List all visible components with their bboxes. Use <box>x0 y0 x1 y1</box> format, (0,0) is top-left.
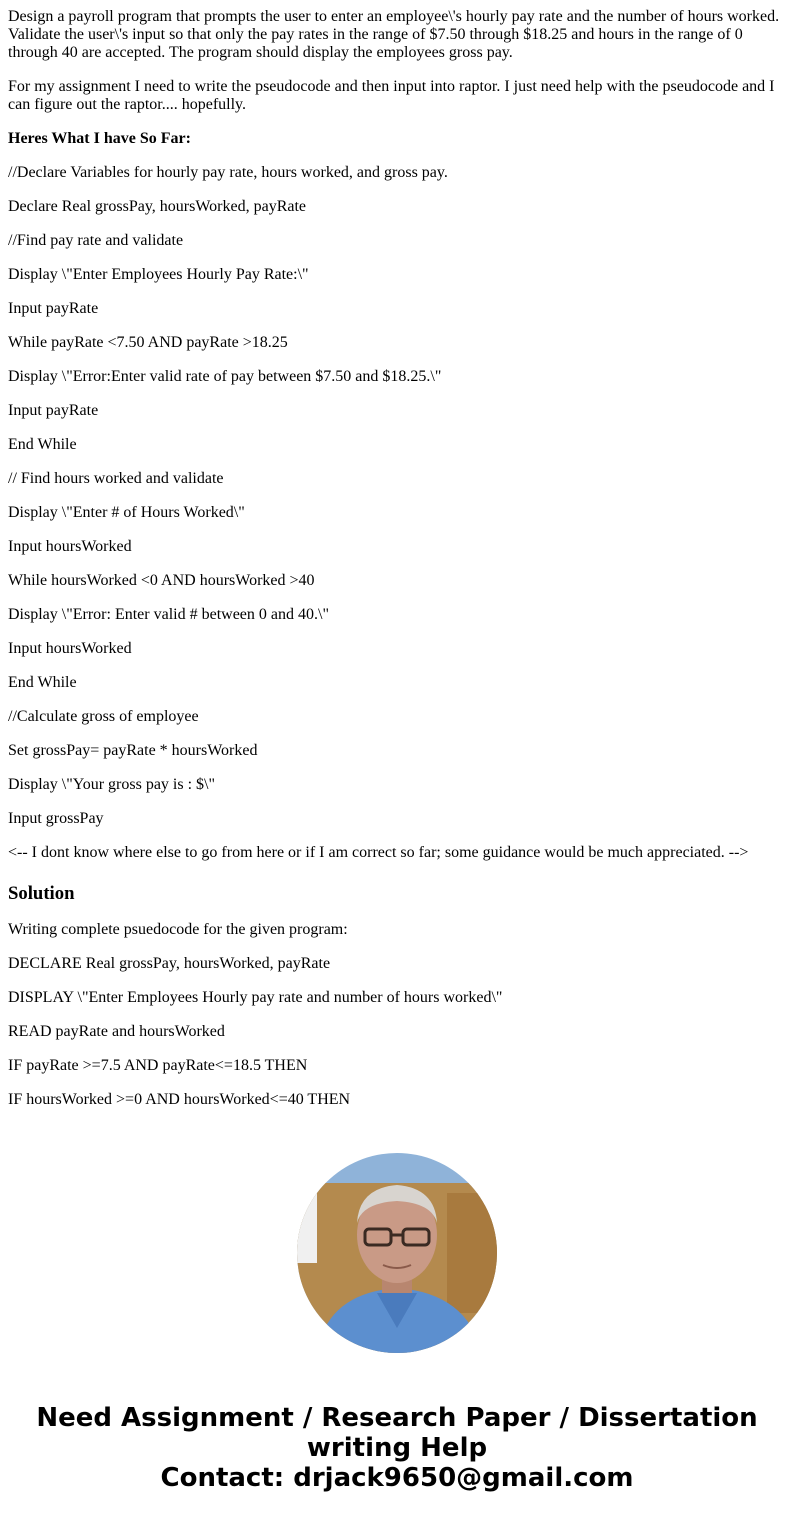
solution-heading: Solution <box>8 883 75 904</box>
person-photo-icon <box>297 1153 497 1353</box>
pseudocode-line: Display \"Error:Enter valid rate of pay between $7.50 and $18.25.\" <box>8 368 442 385</box>
pseudocode-line: //Find pay rate and validate <box>8 232 184 249</box>
solution-line: READ payRate and hoursWorked <box>8 1023 225 1040</box>
pseudocode-line: Declare Real grossPay, hoursWorked, payRate <box>8 198 307 215</box>
pseudocode-line: Display \"Your gross pay is : $\" <box>8 776 216 793</box>
promo-line-1: Need Assignment / Research Paper / Dissertation <box>36 1403 758 1433</box>
guidance-request-line: <-- I dont know where else to go from here or if I am correct so far; some guidance would be much appreciated. --> <box>8 844 749 861</box>
solution-line: DISPLAY \"Enter Employees Hourly pay rate and number of hours worked\" <box>8 989 503 1006</box>
pseudocode-line: Set grossPay= payRate * hoursWorked <box>8 742 258 759</box>
solution-line: Writing complete psuedocode for the given program: <box>8 921 348 938</box>
promo-line-2: writing Help <box>306 1433 488 1463</box>
pseudocode-line: Input hoursWorked <box>8 538 132 555</box>
contact-line: Contact: drjack9650@gmail.com <box>160 1463 634 1493</box>
avatar <box>297 1153 497 1353</box>
pseudocode-line: End While <box>8 674 77 691</box>
pseudocode-line: Input grossPay <box>8 810 104 827</box>
pseudocode-line: Input payRate <box>8 402 99 419</box>
pseudocode-line: End While <box>8 436 77 453</box>
pseudocode-line: While hoursWorked <0 AND hoursWorked >40 <box>8 572 315 589</box>
solution-line: IF hoursWorked >=0 AND hoursWorked<=40 THEN <box>8 1091 351 1108</box>
solution-line: DECLARE Real grossPay, hoursWorked, payRate <box>8 955 331 972</box>
pseudocode-line: // Find hours worked and validate <box>8 470 224 487</box>
pseudocode-line: Display \"Enter # of Hours Worked\" <box>8 504 245 521</box>
question-paragraph-2: For my assignment I need to write the pseudocode and then input into raptor. I just need help with the pseudocode and I can figure out the raptor.... hopefully. <box>8 78 775 113</box>
pseudocode-line: Input hoursWorked <box>8 640 132 657</box>
solution-line: IF payRate >=7.5 AND payRate<=18.5 THEN <box>8 1057 308 1074</box>
pseudocode-line: Display \"Error: Enter valid # between 0 and 40.\" <box>8 606 329 623</box>
pseudocode-line: While payRate <7.50 AND payRate >18.25 <box>8 334 288 351</box>
question-content <box>8 0 786 1109</box>
promo-banner <box>0 1403 794 1493</box>
pseudocode-line: Display \"Enter Employees Hourly Pay Rate:\" <box>8 266 309 283</box>
pseudocode-line: //Declare Variables for hourly pay rate, hours worked, and gross pay. <box>8 164 448 181</box>
pseudocode-line: Input payRate <box>8 300 99 317</box>
question-paragraph-1: Design a payroll program that prompts the user to enter an employee\'s hourly pay rate and the number of hours worked. Validate the user\'s input so that only the pay rates in the range of $7.50 through $18.25 and hours in the range of 0 through 40 are accepted. The program should display the employees gross pay. <box>8 8 780 61</box>
pseudocode-line: //Calculate gross of employee <box>8 708 199 725</box>
so-far-heading: Heres What I have So Far: <box>8 130 191 147</box>
